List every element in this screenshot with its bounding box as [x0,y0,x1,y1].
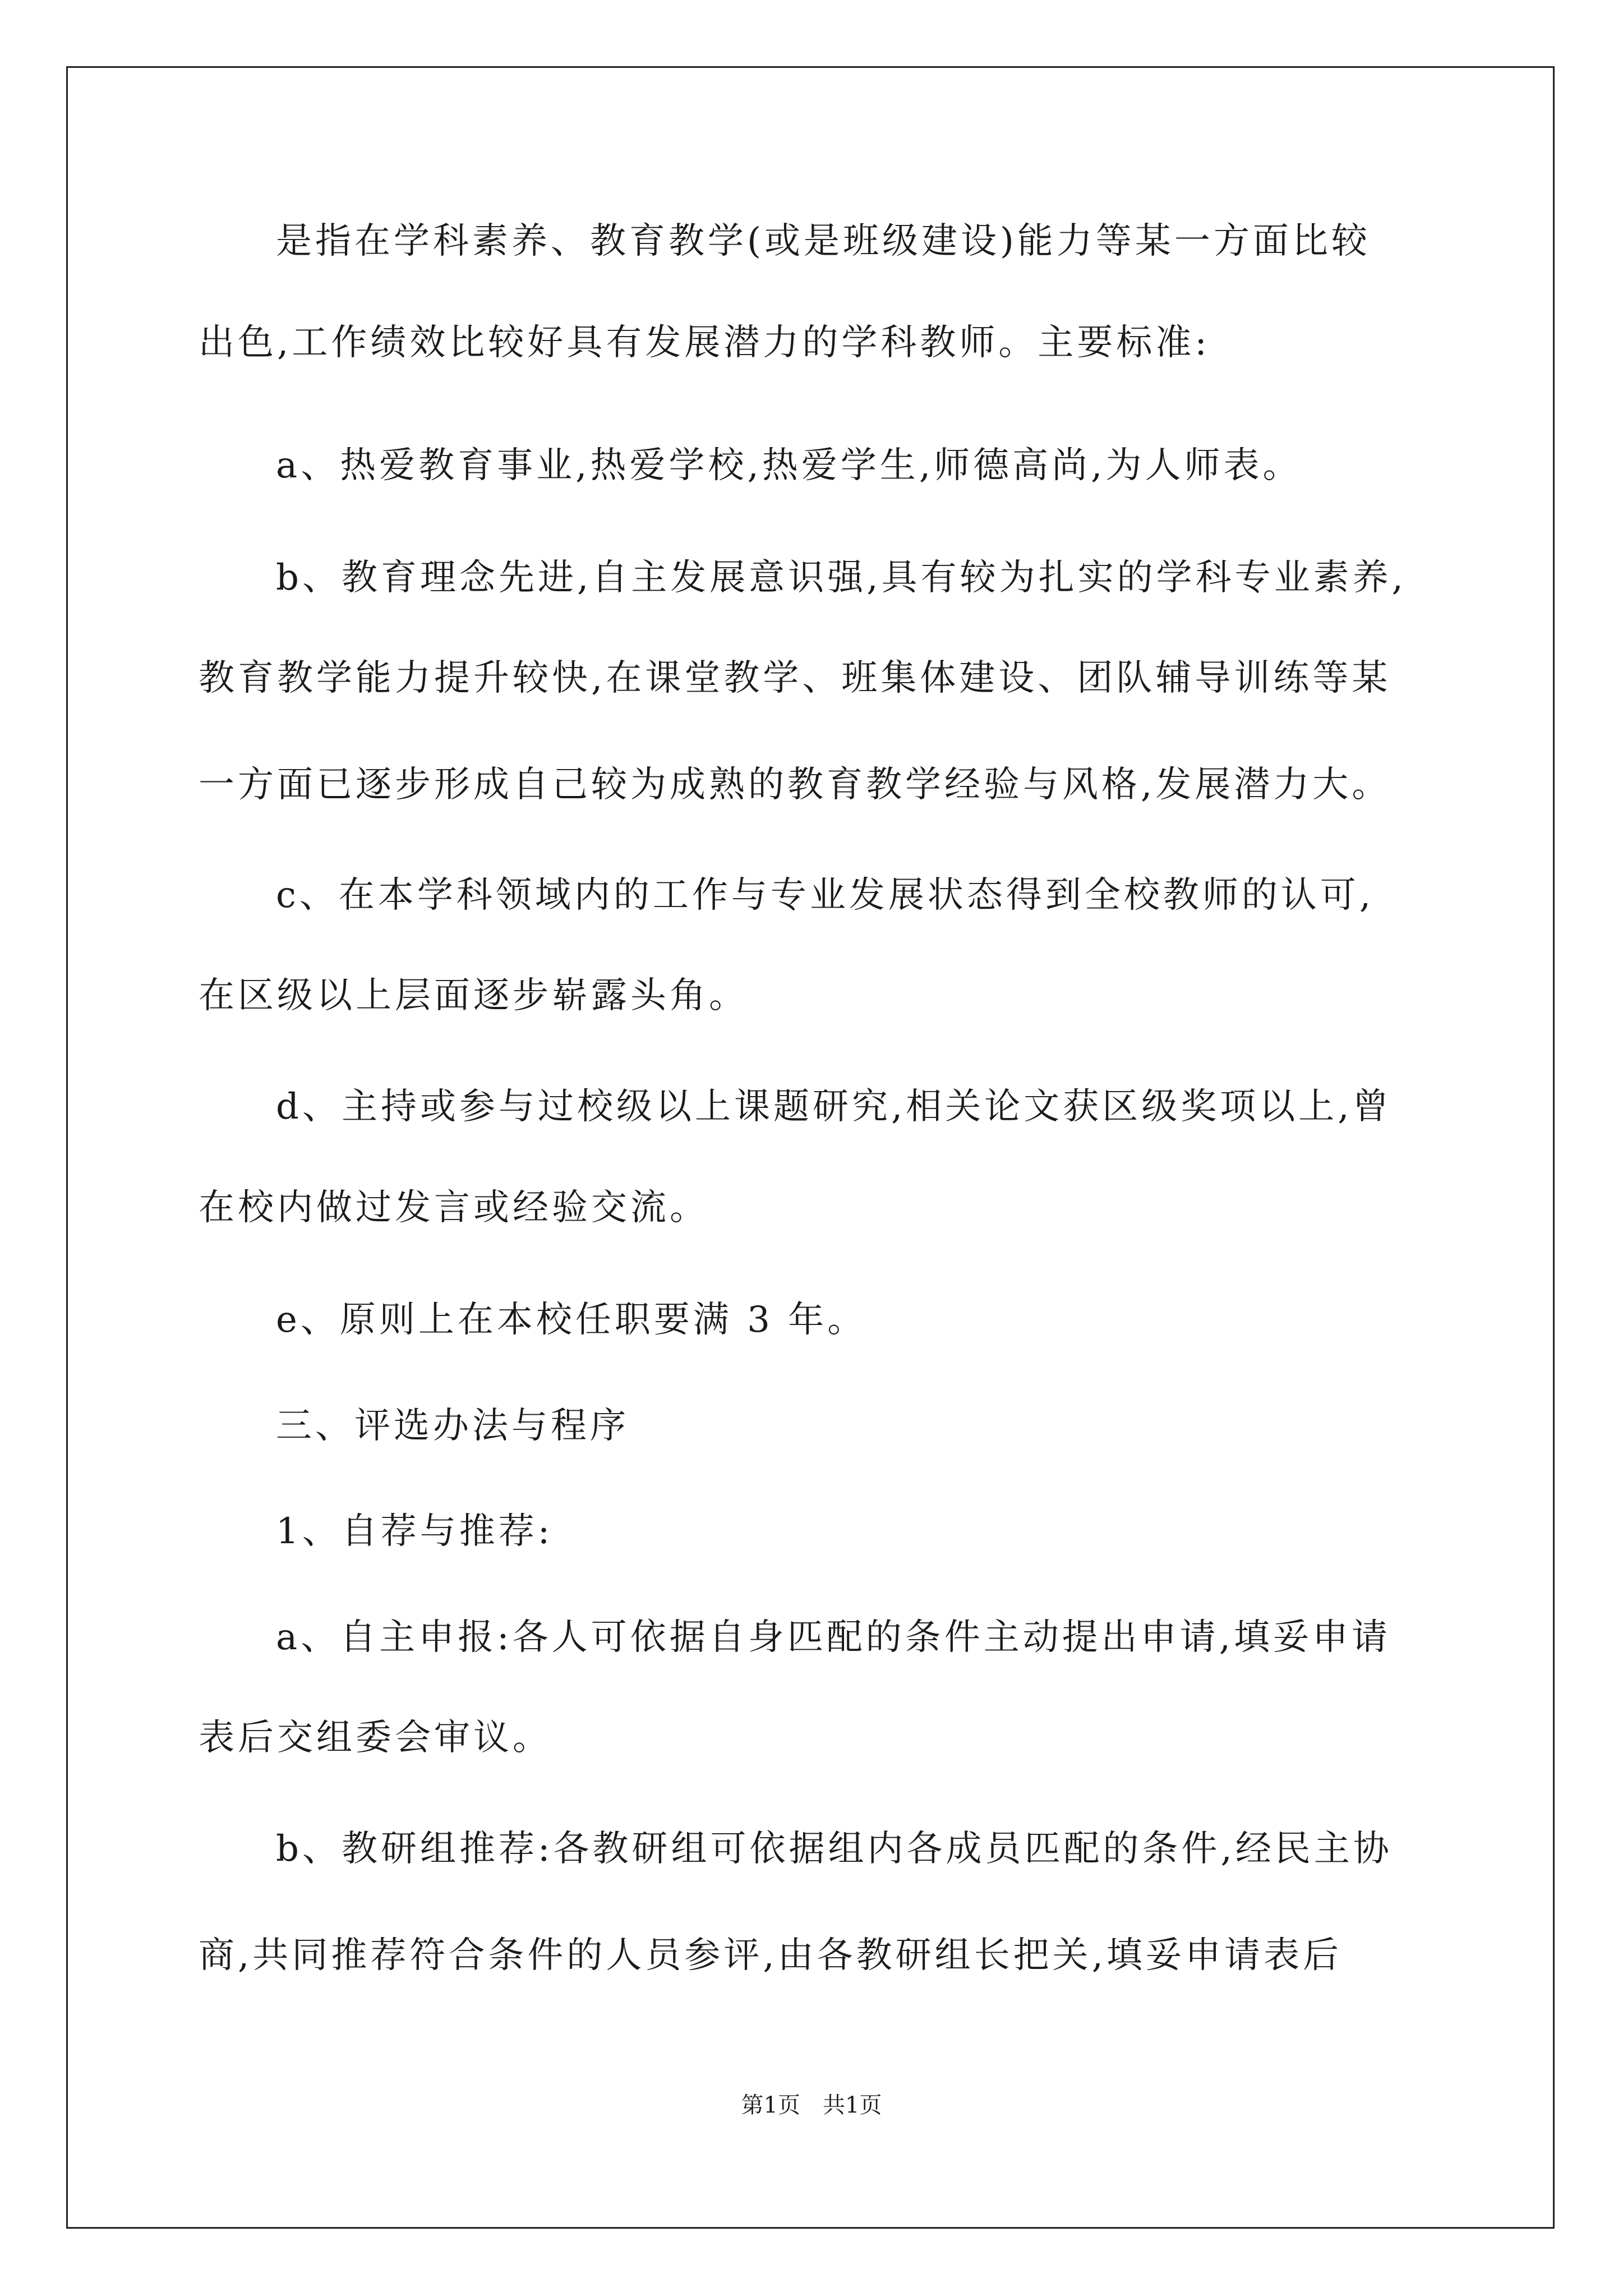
text-line-14: a、自主申报:各人可依据自身匹配的条件主动提出申请,填妥申请 [276,1617,1391,1658]
page-footer: 第1页 共1页 [741,2092,882,2118]
text-line-4: b、教育理念先进,自主发展意识强,具有较为扎实的学科专业素养, [276,557,1407,599]
text-line-5: 教育教学能力提升较快,在课堂教学、班集体建设、团队辅导训练等某 [199,657,1391,699]
text-line-7: c、在本学科领域内的工作与专业发展状态得到全校教师的认可, [276,875,1375,916]
text-line-11: e、原则上在本校任职要满 3 年。 [276,1299,867,1341]
text-line-2: 出色,工作绩效比较好具有发展潜力的学科教师。主要标准: [199,322,1210,364]
text-line-9: d、主持或参与过校级以上课题研究,相关论文获区级奖项以上,曾 [276,1086,1392,1128]
text-line-8: 在区级以上层面逐步崭露头角。 [199,975,748,1016]
page-border [66,66,1555,2229]
text-line-17: 商,共同推荐符合条件的人员参评,由各教研组长把关,填妥申请表后 [199,1935,1343,1976]
text-line-15: 表后交组委会审议。 [199,1717,552,1759]
section-heading: 三、评选办法与程序 [276,1405,629,1447]
text-line-10: 在校内做过发言或经验交流。 [199,1187,709,1228]
text-line-6: 一方面已逐步形成自己较为成熟的教育教学经验与风格,发展潜力大。 [199,764,1391,806]
text-line-3: a、热爱教育事业,热爱学校,热爱学生,师德高尚,为人师表。 [276,445,1302,486]
text-line-1: 是指在学科素养、教育教学(或是班级建设)能力等某一方面比较 [276,220,1371,262]
text-line-13: 1、自荐与推荐: [276,1511,554,1552]
text-line-16: b、教研组推荐:各教研组可依据组内各成员匹配的条件,经民主协 [276,1828,1393,1870]
